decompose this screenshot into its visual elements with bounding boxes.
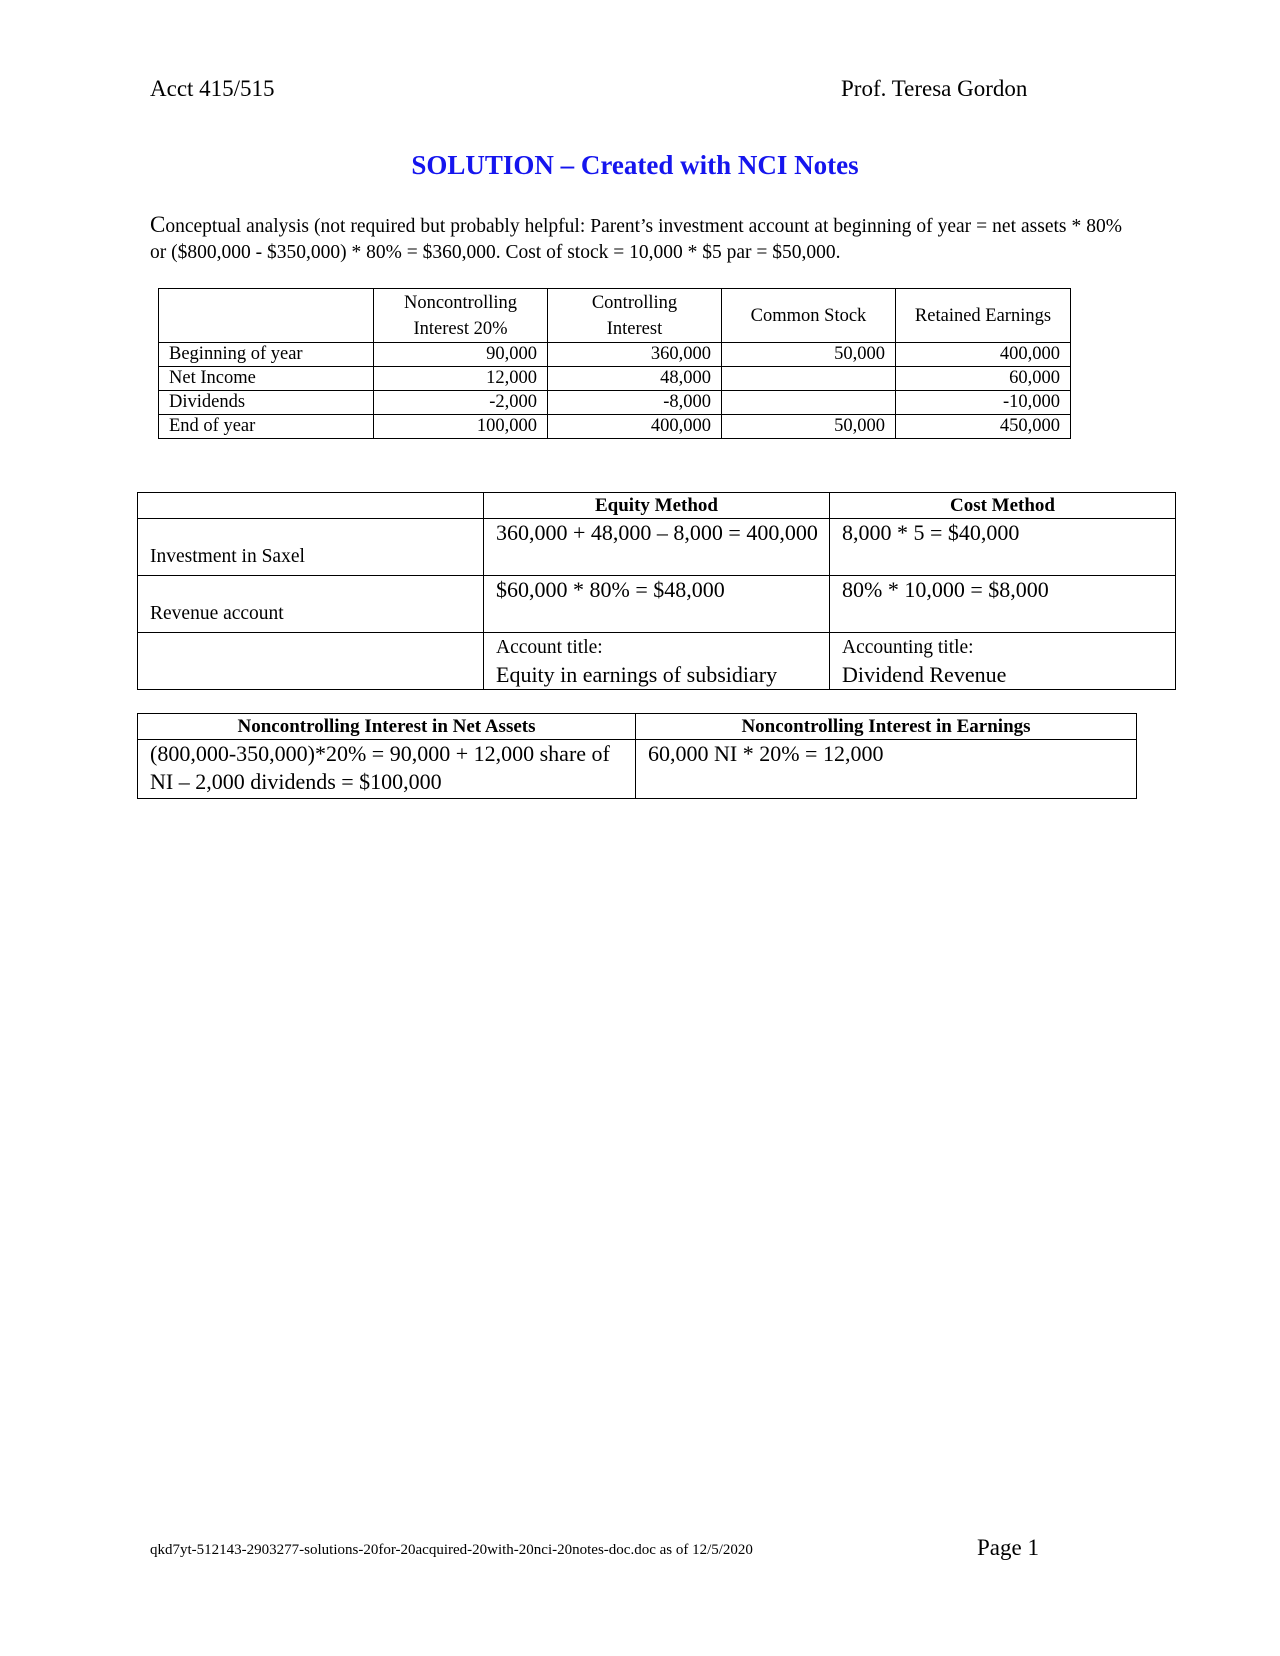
- cost-caption: Accounting title:: [842, 637, 974, 658]
- cell-equity-method: 360,000 + 48,000 – 8,000 = 400,000: [484, 519, 830, 576]
- cell-retained-earnings: 60,000: [896, 367, 1071, 391]
- table-header-row: [159, 289, 1071, 343]
- cell-retained-earnings: 400,000: [896, 343, 1071, 367]
- row-label: Dividends: [159, 391, 374, 415]
- cell-retained-earnings: -10,000: [896, 391, 1071, 415]
- header-blank: [138, 493, 484, 519]
- table-header-row: [138, 493, 1176, 519]
- table-row: [138, 633, 1176, 690]
- cell-nci: -2,000: [374, 391, 548, 415]
- table-row: [138, 519, 1176, 576]
- header-blank: [159, 289, 374, 343]
- cell-common-stock: 50,000: [722, 343, 896, 367]
- table-row: [159, 367, 1071, 391]
- cost-account-name: Dividend Revenue: [842, 662, 1007, 687]
- row-label: [138, 633, 484, 690]
- table-row: [159, 391, 1071, 415]
- header-nci-earnings: Noncontrolling Interest in Earnings: [636, 714, 1137, 740]
- cell-common-stock: [722, 391, 896, 415]
- intro-text: onceptual analysis (not required but probably helpful: Parent’s investment account at beginning of year = net assets * 80% or ($800,000 - $350,000) * 80% = $360,000. Cost of stock = 10,000 * $5 par = $50,000.: [150, 216, 1122, 263]
- nci-table: [137, 713, 1137, 799]
- equity-account-name: Equity in earnings of subsidiary: [496, 662, 778, 687]
- equity-vs-cost-table: [137, 492, 1176, 690]
- cell-equity-method: $60,000 * 80% = $48,000: [484, 576, 830, 633]
- cell-nci-earnings: 60,000 NI * 20% = 12,000: [636, 740, 1137, 799]
- equity-rollforward-table: [158, 288, 1071, 439]
- cell-ci: 400,000: [548, 415, 722, 439]
- header-nci-net-assets: Noncontrolling Interest in Net Assets: [138, 714, 636, 740]
- cell-ci: 48,000: [548, 367, 722, 391]
- row-label: Revenue account: [138, 576, 484, 633]
- page-title: SOLUTION – Created with NCI Notes: [411, 150, 859, 180]
- cell-nci-net-assets: (800,000-350,000)*20% = 90,000 + 12,000 share of NI – 2,000 dividends = $100,000: [138, 740, 636, 799]
- cell-cost-account-title: [830, 633, 1176, 690]
- row-label: Net Income: [159, 367, 374, 391]
- intro-first-letter: C: [150, 212, 166, 237]
- cell-equity-account-title: [484, 633, 830, 690]
- cell-cost-method: 8,000 * 5 = $40,000: [830, 519, 1176, 576]
- header-common-stock: Common Stock: [722, 289, 896, 343]
- cell-ci: 360,000: [548, 343, 722, 367]
- header-course: Acct 415/515: [150, 76, 275, 101]
- row-label: Investment in Saxel: [138, 519, 484, 576]
- header-cost-method: Cost Method: [830, 493, 1176, 519]
- header-equity-method: Equity Method: [484, 493, 830, 519]
- cell-common-stock: 50,000: [722, 415, 896, 439]
- cell-ci: -8,000: [548, 391, 722, 415]
- cell-retained-earnings: 450,000: [896, 415, 1071, 439]
- footer-filename: qkd7yt-512143-2903277-solutions-20for-20acquired-20with-20nci-20notes-doc.doc as of 12/5/2020: [150, 1542, 753, 1558]
- table-header-row: [138, 714, 1137, 740]
- cell-nci: 90,000: [374, 343, 548, 367]
- table-row: [159, 415, 1071, 439]
- row-label: End of year: [159, 415, 374, 439]
- cell-cost-method: 80% * 10,000 = $8,000: [830, 576, 1176, 633]
- header-ci: Controlling Interest: [548, 289, 722, 343]
- header-nci: Noncontrolling Interest 20%: [374, 289, 548, 343]
- header-professor: Prof. Teresa Gordon: [841, 76, 1028, 101]
- table-row: [138, 576, 1176, 633]
- page-number: Page 1: [977, 1535, 1039, 1560]
- cell-nci: 100,000: [374, 415, 548, 439]
- cell-nci: 12,000: [374, 367, 548, 391]
- table-row: [138, 740, 1137, 799]
- intro-paragraph: [150, 212, 1122, 266]
- equity-caption: Account title:: [496, 637, 603, 658]
- header-retained-earnings: Retained Earnings: [896, 289, 1071, 343]
- table-row: [159, 343, 1071, 367]
- cell-common-stock: [722, 367, 896, 391]
- row-label: Beginning of year: [159, 343, 374, 367]
